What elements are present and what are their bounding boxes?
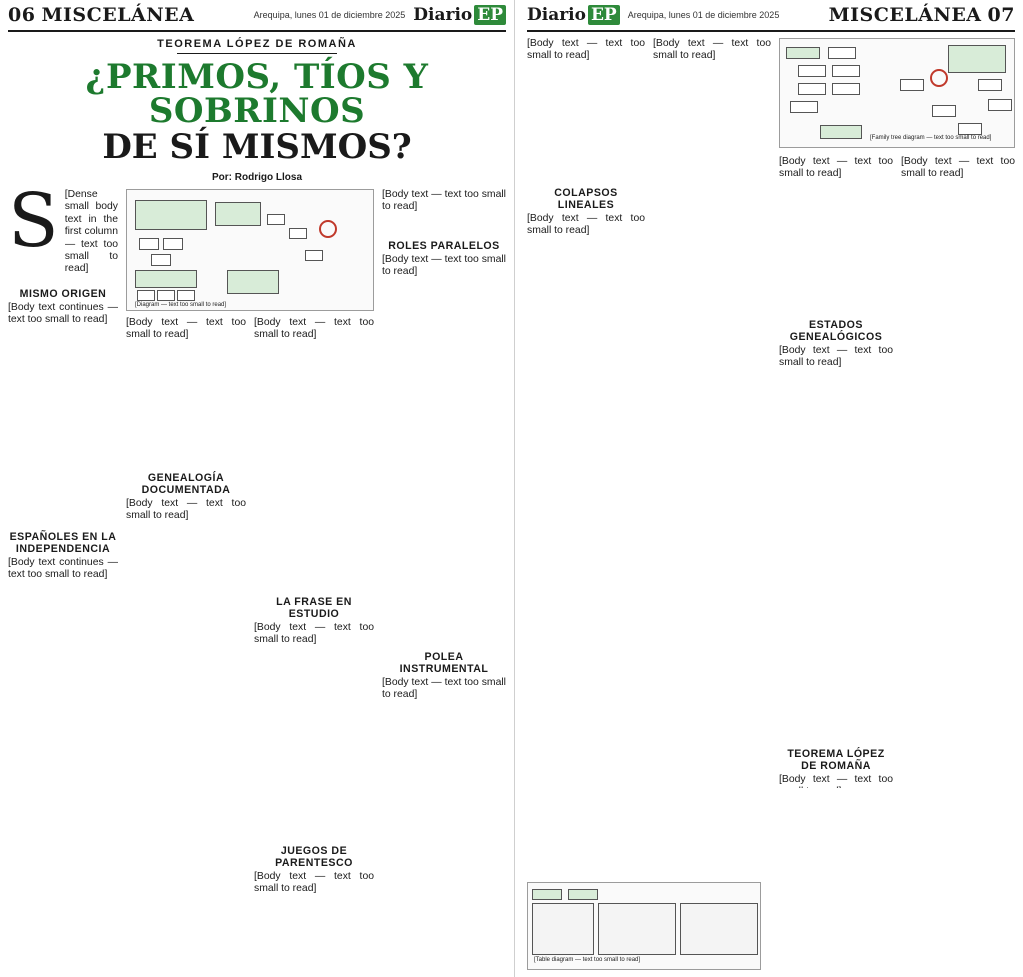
right-body-colapsos: [Body text — text too small to read]: [527, 213, 645, 237]
right-body-col4: [Body text — text too small to read]: [901, 156, 1015, 180]
left-columns-2-4: [126, 189, 506, 898]
left-brand-name: Diario: [413, 5, 473, 25]
diagram-box: [215, 202, 261, 226]
article-body-origen: [Body text continues — text too small to read]: [8, 302, 118, 326]
left-column-1: [8, 178, 118, 898]
tree-node: [832, 83, 860, 95]
right-brand-name: Diario: [527, 5, 586, 25]
article-body-independencia: [Body text continues — text too small to read]: [8, 557, 118, 581]
left-page-header: [8, 0, 506, 32]
subhead-frase: LA FRASE EN ESTUDIO: [276, 596, 352, 620]
tree-label-box: [820, 125, 862, 139]
subhead-genealogia: GENEALOGÍA DOCUMENTADA: [141, 472, 231, 496]
headline-line-2: DE SÍ MISMOS?: [102, 127, 412, 167]
right-columns-3-4: [779, 38, 1015, 906]
diagram-node: [177, 290, 195, 301]
right-column-4: [901, 156, 1015, 859]
left-section-name: MISCELÁNEA: [41, 4, 195, 26]
diagram-node: [137, 290, 155, 301]
tree-node: [900, 79, 924, 91]
article-body-col3: [Body text — text too small to read]: [254, 317, 374, 341]
article-intro: [Dense small body text in the first column — text too small to read]: [64, 189, 118, 275]
kicker-rule: [177, 53, 337, 54]
article-body-col4: [Body text — text too small to read]: [382, 189, 506, 213]
right-column-2: [653, 38, 771, 906]
right-brand-ep: EP: [588, 5, 620, 25]
right-body-col1: [Body text — text too small to read]: [527, 38, 645, 62]
tree-node: [798, 65, 826, 77]
subhead-mismo-origen: MISMO ORIGEN: [19, 288, 107, 300]
tree-label-box: [786, 47, 820, 59]
right-section-title: [829, 4, 1015, 26]
table-label-box: [568, 889, 598, 900]
tree-node: [832, 65, 860, 77]
right-column-3: [779, 156, 893, 859]
subhead-polea: POLEA INSTRUMENTAL: [399, 651, 489, 675]
tree-node: [798, 83, 826, 95]
diagram-box: [135, 200, 207, 230]
diagram-node: [139, 238, 159, 250]
right-body-teorema: [Body text — text too: [779, 774, 893, 785]
table-caption: [Table diagram — text too small to read]: [534, 957, 641, 963]
tree-node: [828, 47, 856, 59]
right-column-1: [527, 38, 645, 906]
left-column-2: [126, 317, 246, 898]
article-body-juegos: [Body text — text too small to read]: [254, 871, 374, 895]
dropcap: S: [8, 178, 59, 264]
article-body-col2: [Body text — text too small to read]: [126, 317, 246, 341]
table-grid: [532, 903, 594, 955]
left-column-4: [382, 189, 506, 898]
left-columns-2-3-body: [126, 317, 374, 898]
table-figure: [527, 882, 761, 970]
diagram-node: [163, 238, 183, 250]
right-dateline: Arequipa, lunes 01 de diciembre 2025: [627, 10, 780, 20]
right-body-estados: [Body text — text too small to read]: [779, 345, 893, 369]
right-columns-3-4-body: [779, 156, 1015, 859]
headline: [8, 57, 506, 167]
tree-node: [958, 123, 982, 135]
family-tree-figure: [779, 38, 1015, 148]
article-body-genealogia: [Body text — text too small to read]: [126, 498, 246, 522]
byline: Por: Rodrigo Llosa: [212, 172, 302, 183]
left-page-number: 06: [8, 4, 36, 26]
diagram-node: [151, 254, 171, 266]
subhead-juegos: JUEGOS DE PARENTESCO: [275, 845, 353, 869]
article-body-roles: [Body text — text too small to read]: [382, 254, 506, 278]
right-body-col3: [Body text — text too small to read]: [779, 156, 893, 180]
right-body-col2: [Body text — text too small to read]: [653, 38, 771, 62]
diagram-figure-1: [126, 189, 374, 311]
tree-note-box: [948, 45, 1006, 73]
diagram-node: [289, 228, 307, 239]
left-body: [8, 178, 506, 898]
tree-caption: [Family tree diagram — text too small to read]: [870, 135, 992, 141]
subhead-colapsos: COLAPSOS LINEALES: [554, 187, 618, 211]
red-swirl-icon: [930, 69, 948, 87]
subhead-independencia: ESPAÑOLES EN LA INDEPENDENCIA: [9, 531, 117, 555]
tree-node: [978, 79, 1002, 91]
right-brand-logo: [527, 5, 620, 25]
article-body-polea: [Body text — text too small to read]: [382, 677, 506, 701]
right-section-name: MISCELÁNEA: [828, 4, 982, 26]
left-brand-ep: EP: [474, 5, 506, 25]
diagram-node: [157, 290, 175, 301]
left-columns-2-3: [126, 189, 374, 898]
left-column-3: [254, 317, 374, 898]
article-body-frase: [Body text — text too small to read]: [254, 622, 374, 646]
right-page-number: 07: [987, 4, 1015, 26]
subhead-estados: ESTADOS GENEALÓGICOS: [789, 319, 883, 343]
subhead-teorema: TEOREMA LÓPEZ DE ROMAÑA: [787, 748, 885, 772]
diagram-node: [267, 214, 285, 225]
headline-line-1: ¿PRIMOS, TÍOS Y SOBRINOS: [85, 57, 429, 131]
diagram-box: [135, 270, 197, 288]
table-grid: [680, 903, 758, 955]
table-label-box: [532, 889, 562, 900]
table-grid: [598, 903, 676, 955]
right-body: [527, 38, 1015, 906]
red-swirl-icon: [319, 220, 337, 238]
subhead-roles: ROLES PARALELOS: [388, 240, 500, 252]
left-dateline: Arequipa, lunes 01 de diciembre 2025: [253, 10, 406, 20]
kicker: TEOREMA LÓPEZ DE ROMAÑA: [157, 38, 357, 50]
tree-node: [988, 99, 1012, 111]
diagram-caption: [Diagram — text too small to read]: [135, 302, 227, 308]
right-page: [515, 0, 1023, 977]
diagram-node: [305, 250, 323, 261]
diagram-box: [227, 270, 279, 294]
left-section-title: [8, 4, 194, 26]
tree-node: [932, 105, 956, 117]
tree-node: [790, 101, 818, 113]
left-brand-logo: [413, 5, 506, 25]
right-page-header: [527, 0, 1015, 32]
